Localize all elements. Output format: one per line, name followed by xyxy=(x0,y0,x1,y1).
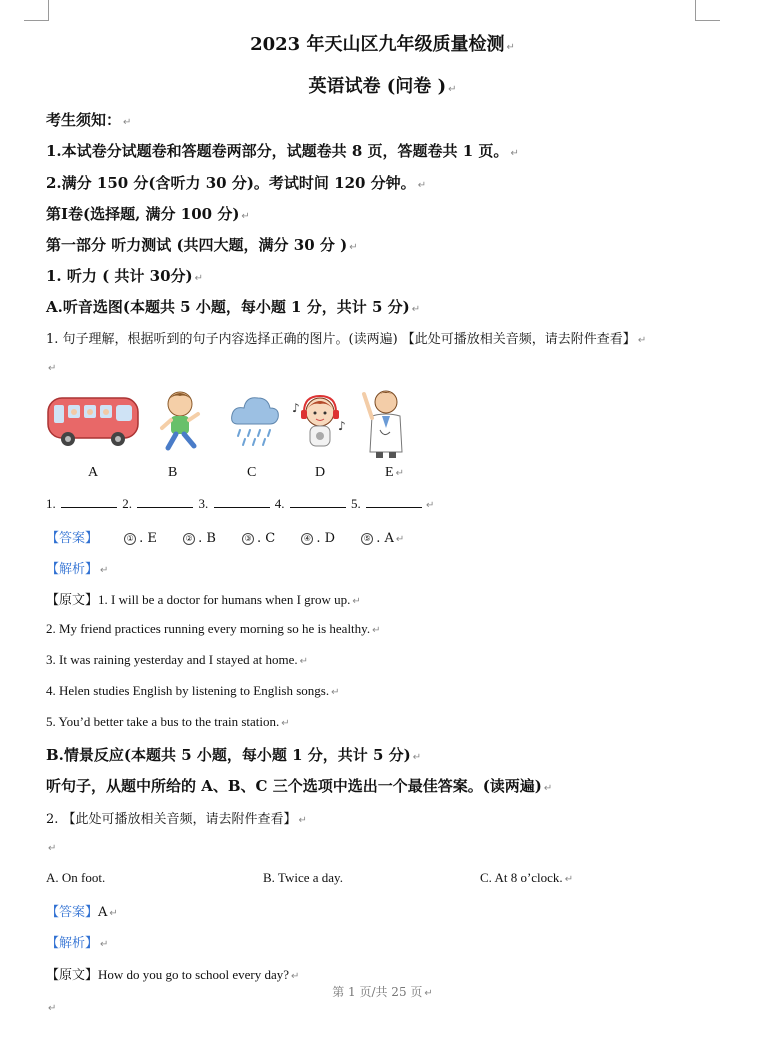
part-b-heading: B.情景反应(本题共 5 小题，每小题 1 分，共计 5 分) ↵ xyxy=(46,746,422,764)
analysis-tag-1: 【解析】 ↵ xyxy=(46,562,109,577)
exam-title: 2023 年天山区九年级质量检测 ↵ xyxy=(250,34,515,55)
running-boy-icon xyxy=(156,388,206,456)
empty-paragraph: ↵ xyxy=(48,1003,57,1014)
question-2-stem: 2. 【此处可播放相关音频，请去附件查看】 ↵ xyxy=(46,812,307,827)
svg-text:♪: ♪ xyxy=(292,401,300,415)
script-line-q2: 【原文】How do you go to school every day? ↵ xyxy=(46,967,300,983)
answer-tag: 【答案】 xyxy=(46,531,99,546)
script-line-3: 3. It was raining yesterday and I stayed at home. ↵ xyxy=(46,652,309,667)
part-a-heading: A.听音选图(本题共 5 小题，每小题 1 分，共计 5 分) ↵ xyxy=(46,298,421,316)
script-line-4: 4. Helen studies English by listening to English songs. ↵ xyxy=(46,683,340,698)
picture-label-c: C xyxy=(247,465,257,480)
picture-label-e: E ↵ xyxy=(385,465,404,480)
rain-cloud-icon xyxy=(228,388,282,448)
svg-text:♪: ♪ xyxy=(338,419,346,433)
page-footer: 第 1 页/共 25 页 ↵ xyxy=(332,985,433,999)
option-b: B. Twice a day. xyxy=(263,870,343,885)
section-heading: 第一部分 听力测试 (共四大题，满分 30 分 ) ↵ xyxy=(46,236,358,254)
script-line-5: 5. You’d better take a bus to the train station. ↵ xyxy=(46,714,290,729)
listening-heading: 1. 听力 ( 共计 30分) ↵ xyxy=(46,267,204,285)
answer-line-1: 【答案】 ① . E ② . B ③ . C ④ . D ⑤ . A ↵ xyxy=(46,531,405,546)
margin-corner-top-left xyxy=(24,0,49,21)
notice-heading: 考生须知： ↵ xyxy=(46,111,132,129)
bus-icon xyxy=(46,388,142,452)
doctor-icon xyxy=(360,386,412,460)
answer-blanks: 1. 2. 3. 4. 5. ↵ xyxy=(46,496,435,511)
margin-corner-top-right xyxy=(695,0,720,21)
answer-line-2: 【答案】A ↵ xyxy=(46,905,118,920)
picture-label-d: D xyxy=(315,465,326,480)
analysis-tag-2: 【解析】 ↵ xyxy=(46,936,109,951)
empty-paragraph: ↵ xyxy=(48,363,57,374)
picture-label-b: B xyxy=(168,465,178,480)
exam-subtitle: 英语试卷 (问卷 ) ↵ xyxy=(308,76,457,97)
script-line-1: 【原文】1. I will be a doctor for humans when I grow up. ↵ xyxy=(46,592,361,608)
volume-heading: 第Ⅰ卷(选择题, 满分 100 分) ↵ xyxy=(46,205,250,223)
girl-headphones-icon xyxy=(290,388,350,456)
empty-paragraph: ↵ xyxy=(48,843,57,854)
picture-label-a: A xyxy=(88,465,99,480)
option-a: A. On foot. xyxy=(46,870,106,885)
notice-item-1: 1.本试卷分试题卷和答题卷两部分，试题卷共 8 页，答题卷共 1 页。 ↵ xyxy=(46,142,519,160)
script-line-2: 2. My friend practices running every morning so he is healthy. ↵ xyxy=(46,621,381,636)
part-b-instruction: 听句子，从题中所给的 A、B、C 三个选项中选出一个最佳答案。(读两遍) ↵ xyxy=(46,777,553,795)
question-1-stem: 1. 句子理解，根据听到的句子内容选择正确的图片。(读两遍) 【此处可播放相关音频，请去附件查看】 ↵ xyxy=(46,332,647,347)
option-c: C. At 8 o’clock. ↵ xyxy=(480,870,574,885)
notice-item-2: 2.满分 150 分(含听力 30 分)。考试时间 120 分钟。 ↵ xyxy=(46,174,427,192)
